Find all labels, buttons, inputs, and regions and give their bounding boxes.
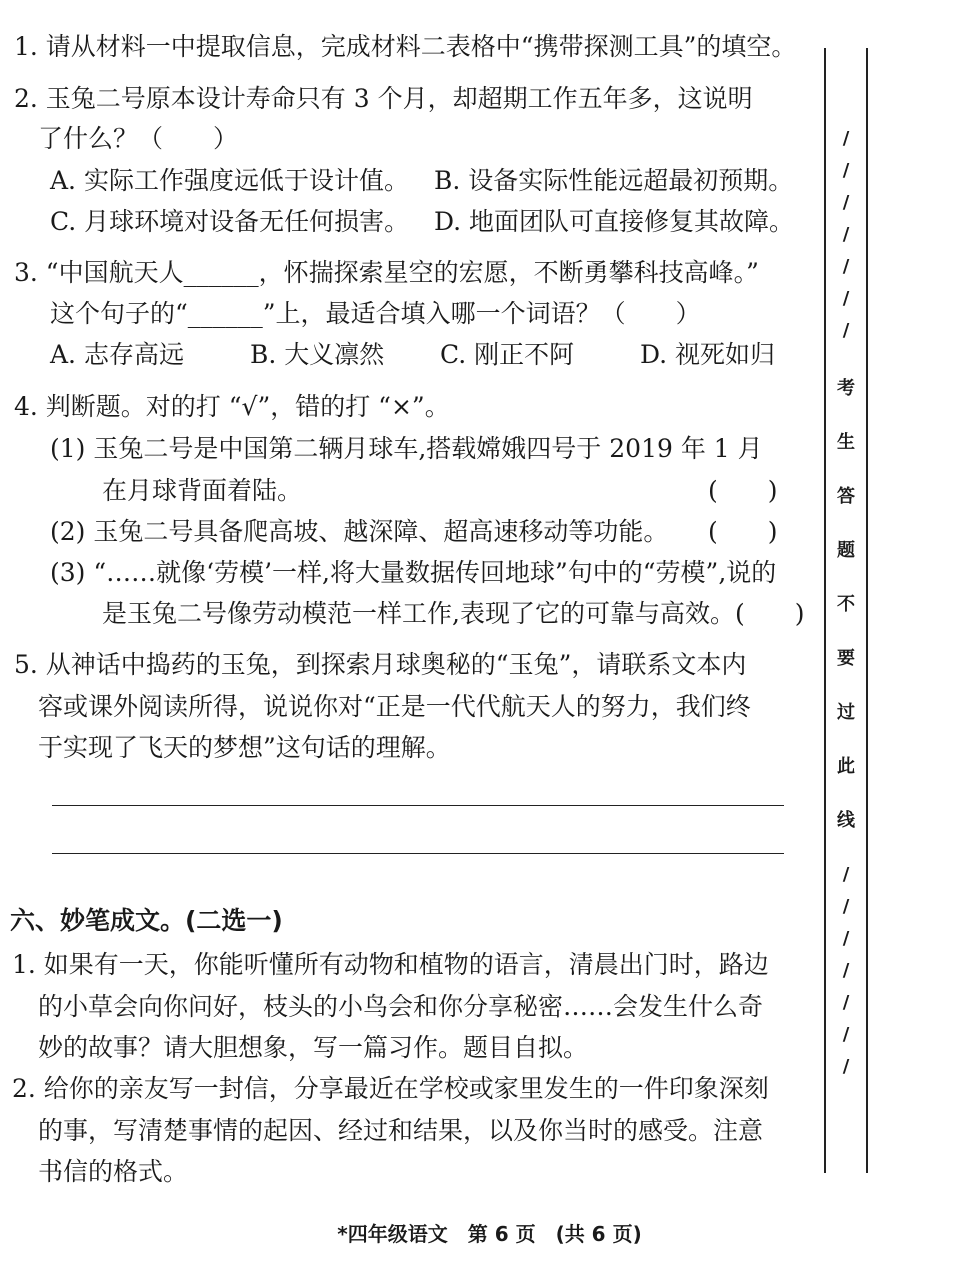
section6-prompt2-line3: 书信的格式。 [38,1157,189,1186]
margin-slash: / [842,960,850,981]
margin-notice-char: 考 [837,378,855,399]
q5-line3: 于实现了飞天的梦想”这句话的理解。 [38,733,451,762]
margin-notice-char: 答 [837,486,855,507]
q4-item1-line1: (1) 玉兔二号是中国第二辆月球车,搭载嫦娥四号于 2019 年 1 月 [50,434,763,463]
q3-line1: 3. “中国航天人______，怀揣探索星空的宏愿，不断勇攀科技高峰。” [14,258,759,287]
q5-answer-line-2[interactable] [52,853,784,854]
q4-item1-line2: 在月球背面着陆。 [102,476,303,505]
q4-item3-line1: (3) “……就像‘劳模’一样,将大量数据传回地球”句中的“劳模”,说的 [50,558,777,587]
q4-item1-answer-paren: ( ) [708,476,778,505]
margin-notice-char: 要 [837,648,855,669]
margin-slash: / [842,192,850,213]
margin-slash: / [842,160,850,181]
margin-notice-char: 过 [837,702,855,723]
section6-prompt2-line2: 的事，写清楚事情的起因、经过和结果，以及你当时的感受。注意 [38,1116,764,1145]
margin-notice-char: 此 [837,756,855,777]
q5-line2: 容或课外阅读所得，说说你对“正是一代代航天人的努力，我们终 [38,692,751,721]
q2-option-c: C. 月球环境对设备无任何损害。 [50,207,410,236]
q1-line1: 1. 请从材料一中提取信息，完成材料二表格中“携带探测工具”的填空。 [14,32,797,61]
q5-answer-line-1[interactable] [52,805,784,806]
margin-slash: / [842,128,850,149]
section6-prompt1-line3: 妙的故事？请大胆想象，写一篇习作。题目自拟。 [38,1033,589,1062]
q3-line2: 这个句子的“______”上，最适合填入哪一个词语？（ ） [50,299,701,328]
margin-slash: / [842,992,850,1013]
margin-slash: / [842,928,850,949]
q2-option-a: A. 实际工作强度远低于设计值。 [50,166,409,195]
margin-notice-char: 题 [837,540,855,561]
margin-slash: / [842,1024,850,1045]
q4-item2-line1: (2) 玉兔二号具备爬高坡、越深障、超高速移动等功能。 [50,517,669,546]
q4-item2-answer-paren: ( ) [708,517,778,546]
q5-line1: 5. 从神话中捣药的玉兔，到探索月球奥秘的“玉兔”，请联系文本内 [14,650,747,679]
margin-slash: / [842,896,850,917]
q3-option-c: C. 刚正不阿 [440,340,575,369]
margin-rule-right [866,48,868,1173]
margin-slash: / [842,256,850,277]
q3-option-d: D. 视死如归 [640,340,776,369]
q2-option-d: D. 地面团队可直接修复其故障。 [434,207,795,236]
q2-line2: 了什么？（ ） [38,124,239,153]
margin-notice-char: 线 [837,810,855,831]
q3-option-a: A. 志存高远 [50,340,184,369]
q2-option-b: B. 设备实际性能远超最初预期。 [434,166,794,195]
q2-line1: 2. 玉兔二号原本设计寿命只有 3 个月，却超期工作五年多，这说明 [14,84,753,113]
page-footer: *四年级语文 第 6 页 (共 6 页) [337,1222,642,1246]
margin-slash: / [842,864,850,885]
margin-slash: / [842,320,850,341]
section6-prompt1-line2: 的小草会向你问好，枝头的小鸟会和你分享秘密……会发生什么奇 [38,992,764,1021]
margin-slash: / [842,1056,850,1077]
section6-title: 六、妙笔成文。(二选一) [10,906,283,935]
section6-prompt2-line1: 2. 给你的亲友写一封信，分享最近在学校或家里发生的一件印象深刻 [12,1074,769,1103]
margin-notice-char: 生 [837,432,855,453]
margin-notice-char: 不 [837,594,855,615]
q4-line1: 4. 判断题。对的打 “√”，错的打 “×”。 [14,392,450,421]
q3-option-b: B. 大义凛然 [250,340,385,369]
q4-item3-line2: 是玉兔二号像劳动模范一样工作,表现了它的可靠与高效。( ) [102,599,805,628]
margin-slash: / [842,224,850,245]
margin-slash: / [842,288,850,309]
section6-prompt1-line1: 1. 如果有一天，你能听懂所有动物和植物的语言，清晨出门时，路边 [12,950,769,979]
